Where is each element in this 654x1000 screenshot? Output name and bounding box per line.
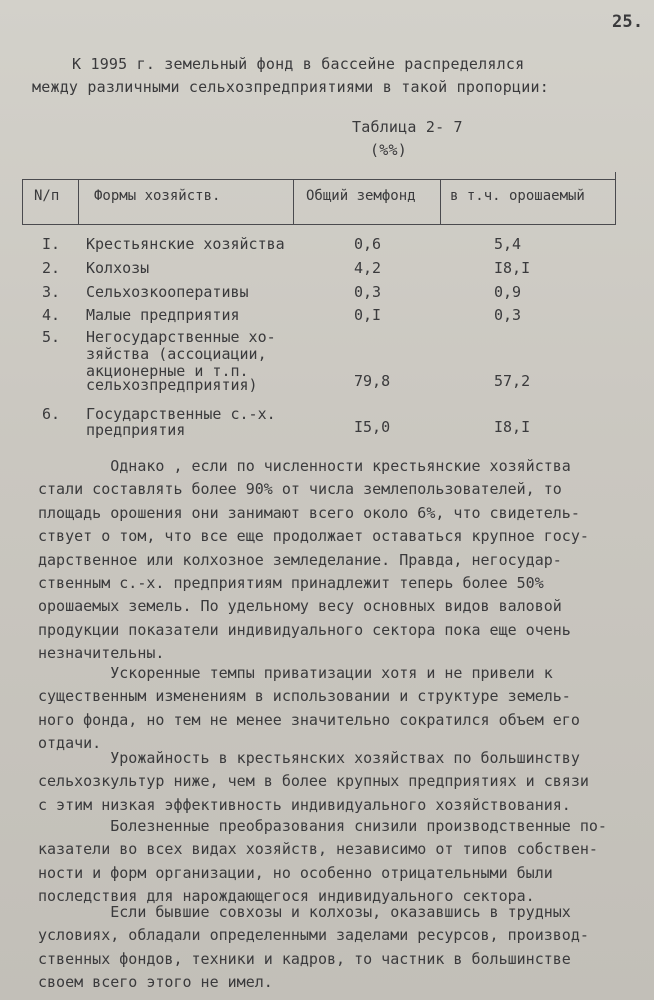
intro-line-2: между различными сельхозпредприятиями в такой пропорции: [32, 78, 549, 96]
page-number: 25. [612, 12, 644, 32]
row-6-num: 6. [42, 405, 61, 423]
row-5-name-line-4: сельхозпредприятия) [86, 376, 258, 394]
row-3-name: Сельхозкооперативы [86, 283, 249, 301]
header-irrigated: в т.ч. орошаемый [450, 188, 585, 204]
row-5-irrigated: 57,2 [494, 372, 531, 390]
table-top-rule [22, 179, 616, 180]
row-6-total: I5,0 [354, 418, 391, 436]
row-1-num: I. [42, 235, 61, 253]
paragraph-1-line-7: орошаемых земель. По удельному весу основных видов валовой [38, 597, 562, 616]
row-4-num: 4. [42, 306, 61, 324]
header-form: Формы хозяйств. [94, 188, 221, 204]
paragraph-3 [38, 747, 598, 817]
paragraph-5-line-3: ственных фондов, техники и кадров, то частник в большинстве [38, 949, 571, 968]
table-col-divider-1 [78, 179, 79, 225]
paragraph-3-line-2: сельхозкультур ниже, чем в более крупных предприятиях и связи [38, 772, 589, 791]
paragraph-3-line-3: с этим низкая эффективность индивидуального хозяйствования. [38, 795, 571, 814]
row-4-total: 0,I [354, 306, 382, 324]
row-5-name-line-3: акционерные и т.п. [86, 362, 249, 380]
paragraph-5-line-4: своем всего этого не имел. [38, 973, 273, 992]
paragraph-2-line-4: отдачи. [38, 734, 102, 753]
table-subtitle: (%%) [370, 141, 407, 159]
paragraph-1-line-8: продукции показатели индивидуального сектора пока еще очень [38, 620, 571, 639]
table-col-divider-2 [293, 179, 294, 225]
paragraph-1-line-9: незначительны. [38, 644, 165, 663]
paragraph-4 [38, 815, 607, 909]
paragraph-1 [38, 455, 598, 666]
paragraph-4-line-4: последствия для нарождающегося индивидуального сектора. [38, 887, 535, 906]
paragraph-2-line-2: существенным изменениям в использовании и структуре земель- [38, 687, 571, 706]
header-total-land: Общий земфонд [306, 188, 416, 204]
paragraph-1-line-3: площадь орошения они занимают всего около 6%, что свидетель- [38, 503, 580, 522]
table-header-bottom-rule [22, 224, 616, 225]
paragraph-5-line-2: условиях, обладали определенными заделами ресурсов, производ- [38, 926, 589, 945]
paragraph-2 [38, 662, 598, 756]
table-title: Таблица 2- 7 [352, 118, 463, 136]
row-4-irrigated: 0,3 [494, 306, 522, 324]
row-5-name-line-2: зяйства (ассоциации, [86, 345, 267, 363]
paragraph-1-line-6: ственным с.-х. предприятиям принадлежит теперь более 50% [38, 574, 544, 593]
row-2-name: Колхозы [86, 259, 150, 277]
paragraph-5-line-1: Если бывшие совхозы и колхозы, оказавшись в трудных [38, 903, 571, 921]
paragraph-4-line-3: ности и форм организации, но особенно отрицательными были [38, 863, 553, 882]
paragraph-2-line-3: ного фонда, но тем не менее значительно сократился объем его [38, 710, 580, 729]
paragraph-2-line-1: Ускоренные темпы приватизации хотя и не привели к [38, 664, 553, 682]
row-2-num: 2. [42, 259, 61, 277]
row-3-irrigated: 0,9 [494, 283, 522, 301]
row-5-name-line-1: Негосударственные хо- [86, 328, 276, 346]
row-5-num: 5. [42, 328, 61, 346]
row-3-total: 0,3 [354, 283, 382, 301]
row-1-name: Крестьянские хозяйства [86, 235, 285, 253]
intro-line-1: К 1995 г. земельный фонд в бассейне распределялся [72, 55, 525, 73]
table-right-rule [615, 172, 616, 225]
row-2-total: 4,2 [354, 259, 382, 277]
paragraph-3-line-1: Урожайность в крестьянских хозяйствах по большинству [38, 749, 580, 767]
table-left-rule [22, 179, 23, 225]
row-5-total: 79,8 [354, 372, 391, 390]
paragraph-1-line-2: стали составлять более 90% от числа землепользователей, то [38, 480, 562, 499]
row-6-name-line-2: предприятия [86, 421, 186, 439]
row-2-irrigated: I8,I [494, 259, 531, 277]
row-1-total: 0,6 [354, 235, 382, 253]
row-4-name: Малые предприятия [86, 306, 240, 324]
paragraph-1-line-5: дарственное или колхозное земледелание. Правда, негосудар- [38, 550, 562, 569]
paragraph-4-line-1: Болезненные преобразования снизили производственные по- [38, 817, 607, 835]
row-6-name-line-1: Государственные с.-х. [86, 405, 276, 423]
row-1-irrigated: 5,4 [494, 235, 522, 253]
row-6-irrigated: I8,I [494, 418, 531, 436]
paragraph-5 [38, 901, 598, 995]
row-3-num: 3. [42, 283, 61, 301]
paragraph-1-line-4: ствует о том, что все еще продолжает оставаться крупное госу- [38, 527, 589, 546]
table-col-divider-3 [440, 179, 441, 225]
paragraph-1-line-1: Однако , если по численности крестьянские хозяйства [38, 457, 571, 475]
paragraph-4-line-2: казатели во всех видах хозяйств, независимо от типов собствен- [38, 840, 598, 859]
header-num: N/п [34, 188, 60, 204]
